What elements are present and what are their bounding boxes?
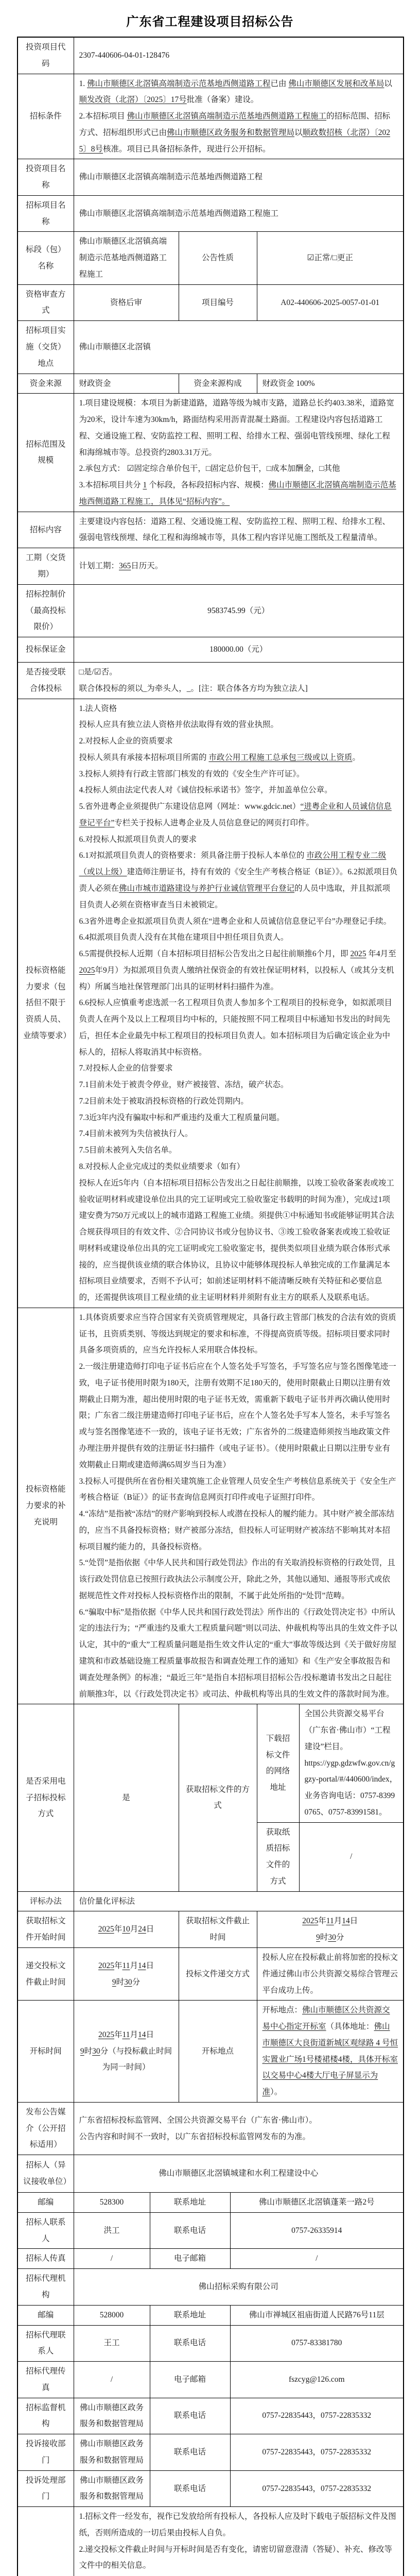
supervisor-phone-value: 0757-22835443，0757-22835332 [230, 2398, 404, 2434]
agency-zip-value: 528000 [74, 2305, 150, 2325]
investment-code-value: 2307-440606-04-01-128476 [74, 37, 404, 74]
tenderer-zip-label: 邮编 [18, 2193, 74, 2213]
announcement-media-value: 广东省招标投标监管网、全国公共资源交易平台（广东省·佛山市）。 公告内容和时间不一致时，以广东省招标投标监管网发布的为准。 [74, 2102, 404, 2155]
tender-scope-label: 招标范围及规模 [18, 394, 74, 512]
electronic-tender-value: 是 [74, 1704, 179, 1891]
investment-project-name-value: 佛山市顺德区北滘镇高端制造示范基地西侧道路工程 [74, 159, 404, 196]
row-section-name [18, 232, 404, 284]
tenderer-address-value: 佛山市顺德区北滘镇蓬莱一路2号 [230, 2193, 404, 2213]
qualification-supplement-value: 1.具体资质要求应当符合国家有关资质管理规定，具备行政主管部门核发的合法有效的资质证书，且资质类别、等级达到规定的要求和标准，不得提高资质等级。招标项目要求同时具备多项资质的，应当允许投标人采用联合体投标。 2.一级注册建造师打印电子证书后应在个人签名处手写签名，手写签名应与签名图像笔迹一致，电子证书使用时限为180天，注册有效期不足180天的，使用时限截止日期以注册有效期截止日期为准，超出使用时限的电子证书无效，需重新下载电子证书并再次确认使用时限；广东省二级注册建造师打印电子证书后，应在个人签名处手写本人签名，未手写签名或与签名图像笔迹不一致的，该电子证书无效；广东省外的二级建造师须按当地政策文件办理注册并提供有效的注册证书扫描件（或电子证书）。（使用时限截止日期以注册专业有效期截止日期或建造师满65周岁当日为准） 3.投标人可提供所在省份相关建筑施工企业管理人员安全生产考核信息系统关于《安全生产考核合格证（B证）》的证书查询信息网页打印件或电子证照打印件。 4.“冻结”是指被“冻结”的财产影响到投标人或潜在投标人的履约能力。其中财产被全部冻结的，应当不具备投标资格；财产被部分冻结，但投标人可证明财产被冻结不影响其对本招标项目履约能力的，具备投标资格。 5.“处罚”是指依据《中华人民共和国行政处罚法》作出的有关取消投标资格的行政处罚，且该行政处罚信息已按照行政执法公示制度公开，除此之外，其他以通知、通报等形式或依据规范性文件对投标人投标资格作出的限制，不属于此处所指的“处罚”范畴。 6.“骗取中标”是指依据《中华人民共和国行政处罚法》所作出的《行政处罚决定书》中所认定的违法行为；“严重违约及重大工程质量问题”则以司法、仲裁机构等出具的生效文件予以认定，其中的“重大”工程质量问题是指生效文件认定的“重大”事故等级达到《关于做好房屋建筑和市政基础设施工程质量事故报告和调查处理工作的通知》和《生产安全事故报告和调查处理条例》的标准；“最近三年”是指自本招标项目招标公告/投标邀请书发出之日起往前顺推3年，以《行政处罚决定书》或司法、仲裁机构等出具的生效文件的落款时间为准。 [74, 1308, 404, 1704]
bid-submission-method-label: 投标文件递交方式 [179, 1947, 257, 2000]
row-tenderer-contact [18, 2212, 404, 2249]
announcement-media-label: 发布公告媒介（公开招标适用） [18, 2102, 74, 2155]
row-bid-submission [18, 1947, 404, 2000]
agency-address-value: 佛山市禅城区祖庙街道人民路76号11层 [230, 2305, 404, 2325]
row-delivery-place [18, 321, 404, 374]
tender-content-label: 招标内容 [18, 512, 74, 548]
tenderer-zip-value: 528300 [74, 2193, 150, 2213]
row-bid-opening [18, 2001, 404, 2103]
price-ceiling-value: 9583745.99（元） [74, 584, 404, 637]
tenderer-contact-value: 洪工 [74, 2212, 150, 2249]
row-bid-deposit [18, 637, 404, 663]
complaint-handling-phone-value: 0757-22835443，0757-22835332 [230, 2470, 404, 2507]
investment-project-name-label: 投资项目名称 [18, 159, 74, 196]
fund-source-label: 资金来源 [18, 374, 74, 394]
tender-conditions-value: 1. 佛山市顺德区北滘镇高端制造示范基地西侧道路工程已由 佛山市顺德区发展和改革局以顺发改资（北滘）〔2025〕17号批准（备案）建设。 2.本招标项目 佛山市顺德区北滘镇高端制造示范基地西侧道路工程施工的招标范围、招标方式、招标组织形式已由佛山市顺德区政务服务和数据管理局以顺政数招核（北滘）〔2025〕8号核准。项目已具备招标条件，现进行公开招标。 [74, 74, 404, 159]
row-tenderer-zip [18, 2193, 404, 2213]
notice-nature-value: ☑正常/□更正 [257, 232, 404, 284]
agency-phone-value: 0757-83381780 [230, 2325, 404, 2362]
agency-fax-value: / [74, 2362, 150, 2398]
row-complaint-receiving [18, 2434, 404, 2471]
bid-submission-method-value: 投标人应在投标截止前将加密的投标文件通过佛山市公共资源交易综合管理云平台成功上传。 [257, 1947, 404, 2000]
paper-document-label: 获取纸质招标文件的方式 [257, 1822, 299, 1891]
price-ceiling-label: 招标控制价（最高投标限价） [18, 584, 74, 637]
complaint-handling-label: 投诉处理部门 [18, 2470, 74, 2507]
row-tenderer-fax [18, 2249, 404, 2269]
qualification-requirements-value: 1.法人资格 投标人应具有独立法人资格并依法取得有效的营业执照。 2.对投标人企业的资质要求 投标人须具有承接本招标项目所需的 市政公用工程施工总承包三级或以上资质。 3.投标人须持有行政主管部门核发的有效的《安全生产许可证》。 4.投标人须由法定代表人对《诚信投标承诺书》签字，并加盖单位公章。 5.省外进粤企业须提供广东建设信息网（网址：www.gdcic.net）“进粤企业和人员诚信信息登记平台”专栏关于投标人进粤企业及人员信息登记的网页打印件。 6.对投标人拟派项目负责人的要求 6.1对拟派项目负责人的资格要求：须具备注册于投标人本单位的 市政公用工程专业二级（或以上级）建造师注册证书，持有有效的《安全生产考核合格证（B证）》。6.2拟派项目负责人必须在佛山市城市道路建设与养护行业诚信管理平台登记的人员中选取，并且拟派项目负责人必须在资格审查当日未被锁定。 6.3省外进粤企业拟派项目负责人须在“进粤企业和人员诚信信息登记平台”办理登记手续。 6.4拟派项目负责人没有在其他在建项目中担任项目负责人。 6.5需提供投标人近期（自本招标项目招标公告发出之日起往前顺推6个月，即 2025 年4月至 2025年9月）为拟派项目负责人缴纳社保资金的有效社保证明材料，以投标人（或其分支机构）所属当地社保管理部门出具的证明材料扫描件为准。 6.6投标人应慎重考虑选派一名工程项目负责人参加多个工程项目的投标竞争，如拟派项目负责人在两个及以上工程项目均中标的，只能按照不同工程项目中标通知书发出的时间先后，担任本企业最先中标工程项目的投标项目负责人。如本招标项目为后确定该企业为中标人的，招标人将取消其中标资格。 7.对投标人企业的信誉要求 7.1目前未处于被责令停业，财产被接管、冻结，破产状态。 7.2目前未处于被取消投标资格的行政处罚期内。 7.3近3年内没有骗取中标和严重违约及重大工程质量问题。 7.4目前未被列为失信被执行人。 7.5目前未被列入失信名单。 8.对投标人企业完成过的类似业绩要求（如有） 投标人在近5年内（自本招标项目招标公告发出之日起往前顺推，以竣工验收备案表或竣工验收证明材料或建设单位出具的完工证明或完工验收鉴定书载明的时间为准），完成过1项建安费为750万元或以上的城市道路工程施工业绩。须提供①中标通知书或能够证明其合法合规获得项目的有效文件、②合同协议书或分包协议书、③竣工验收备案表或竣工验收证明材料或建设单位出具的完工证明或完工验收鉴定书，提供类似项目业绩为联合体形式承接的，应当提供该业绩的联合体协议，且协议中能够体现投标人单独完成的工作量满足本招标项目业绩要求，否则不予认可；如前述证明材料不能清晰反映有关特征和必要信息的，还需提供该项目工程业绩的业主证明材料并须附有业主方的联系人及联系电话。 [74, 699, 404, 1308]
download-address-value: 全国公共资源交易平台（广东省·佛山市）“工程建设”栏目。 https://ygp.gdzwfw.gov.cn/ggzy-portal/#/440600/index，业务咨询电话：0757-83990765、0757-83991581。 [299, 1704, 404, 1822]
tender-content-value: 主要建设内容包括：道路工程、交通设施工程、安防监控工程、照明工程、给排水工程、强弱电管线预埋、绿化工程和海绵城市等，具体工程内容详见施工图纸及工程量清单。 [74, 512, 404, 548]
row-supervisor [18, 2398, 404, 2434]
row-other-contents [18, 2507, 404, 2576]
fund-source-value: 财政资金 [74, 374, 179, 394]
row-qualification-requirements [18, 699, 404, 1308]
project-number-label: 项目编号 [179, 284, 257, 321]
row-investment-code [18, 37, 404, 74]
other-contents-label [18, 2507, 74, 2576]
row-price-ceiling [18, 584, 404, 637]
tenderer-phone-value: 0757-26335914 [230, 2212, 404, 2249]
notice-nature-label: 公告性质 [179, 232, 257, 284]
tender-project-name-label: 招标项目名称 [18, 195, 74, 232]
qualification-review-label: 资格审查方式 [18, 284, 74, 321]
tenderer-address-label: 联系地址 [150, 2193, 230, 2213]
row-investment-project-name [18, 159, 404, 196]
tender-project-name-value: 佛山市顺德区北滘镇高端制造示范基地西侧道路工程施工 [74, 195, 404, 232]
supervisor-label: 招标监督机构 [18, 2398, 74, 2434]
agency-contact-label: 招标代理联系人 [18, 2325, 74, 2362]
download-address-label: 下载招标文件的网络地址 [257, 1704, 299, 1822]
supervisor-value: 佛山市顺德区政务服务和数据管理局 [74, 2398, 150, 2434]
document-obtain-start-value: 2025年10月24日 [74, 1911, 179, 1948]
complaint-handling-value: 佛山市顺德区政务服务和数据管理局 [74, 2470, 150, 2507]
row-announcement-media [18, 2102, 404, 2155]
page-title: 广东省工程建设项目招标公告 [126, 15, 294, 29]
bid-submission-deadline-value: 2025年11月14日 9时30分 [74, 1947, 179, 2000]
row-tender-scope [18, 394, 404, 512]
tenderer-value: 佛山市顺德区北滘镇城建和水利工程建设中心 [74, 2155, 404, 2193]
row-fund-source [18, 374, 404, 394]
paper-document-value: / [299, 1822, 404, 1891]
construction-period-label: 工期（交货期） [18, 548, 74, 585]
agency-email-value: fszcyg@126.com [230, 2362, 404, 2398]
bid-deposit-value: 180000.00（元） [74, 637, 404, 663]
evaluation-method-label: 评标办法 [18, 1891, 74, 1911]
section-name-label: 标段（包）名称 [18, 232, 74, 284]
agency-contact-value: 王工 [74, 2325, 150, 2362]
row-agency [18, 2269, 404, 2306]
complaint-handling-phone-label: 联系电话 [150, 2470, 230, 2507]
complaint-receiving-label: 投诉接收部门 [18, 2434, 74, 2471]
row-tender-conditions [18, 74, 404, 159]
consortium-bid-value: □是/☑否。 联合体投标的须以_为牵头人，_。[注：联合体各方均为独立法人] [74, 663, 404, 699]
bid-opening-place-value: 开标地点：佛山市顺德区公共资源交易中心指定开标室（具体地址：佛山市顺德区大良街道新城区观绿路 4 号恒实置业广场1号楼裙楼4楼，具体开标室以交易中心4楼大厅电子屏显示为准）。 [257, 2001, 404, 2103]
qualification-supplement-label: 投标资格能力要求的补充说明 [18, 1308, 74, 1704]
row-agency-zip [18, 2305, 404, 2325]
tender-conditions-label: 招标条件 [18, 74, 74, 159]
agency-zip-label: 邮编 [18, 2305, 74, 2325]
agency-value: 佛山招标采购有限公司 [74, 2269, 404, 2306]
row-tender-content [18, 512, 404, 548]
fund-composition-value: 财政资金 100% [257, 374, 404, 394]
bid-opening-place-label: 开标地点 [179, 2001, 257, 2103]
row-qualification-supplement [18, 1308, 404, 1704]
agency-email-label: 电子邮箱 [150, 2362, 230, 2398]
construction-period-value: 计划工期：365日历天。 [74, 548, 404, 585]
agency-fax-label: 招标代理传真 [18, 2362, 74, 2398]
document-obtain-end-label: 获取招标文件截止时间 [179, 1911, 257, 1948]
consortium-bid-label: 是否接受联合体投标 [18, 663, 74, 699]
tender-scope-value: 1.项目建设规模：本项目为新建道路，道路等级为城市支路，道路总长约403.38米，道路宽为20米，设计车速为30km/h，路面结构采用沥青混凝土路面。工程建设内容包括道路工程、交通设施工程、安防监控工程、照明工程、给排水工程、强弱电管线预埋、绿化工程和海绵城市等。总投资约2803.31万元。 2.承包方式： ☑固定综合单价包干，□固定总价包干，□成本加酬金，□其他 3.本招标项目共分 1 个标段，各标段招标内容、规模：佛山市顺德区北滘镇高端制造示范基地西侧道路工程施工，具体见“招标内容”。 [74, 394, 404, 512]
document-obtain-method-label: 获取招标文件的方式 [179, 1704, 257, 1891]
row-tender-project-name [18, 195, 404, 232]
document-obtain-end-value: 2025年11月14日 9时30分 [257, 1911, 404, 1948]
complaint-receiving-phone-value: 0757-22835443，0757-22835332 [230, 2434, 404, 2471]
row-qualification-review [18, 284, 404, 321]
row-tenderer [18, 2155, 404, 2193]
row-electronic-tender [18, 1704, 404, 1822]
tenderer-email-label: 电子邮箱 [150, 2249, 230, 2269]
row-consortium-bid [18, 663, 404, 699]
row-evaluation-method [18, 1891, 404, 1911]
tenderer-label: 招标人（异议接收单位） [18, 2155, 74, 2193]
section-name-value: 佛山市顺德区北滘镇高端制造示范基地西侧道路工程施工 [74, 232, 179, 284]
evaluation-method-value: 信价量化评标法 [74, 1891, 404, 1911]
bid-submission-deadline-label: 递交投标文件截止时间 [18, 1947, 74, 2000]
row-agency-contact [18, 2325, 404, 2362]
bid-opening-time-label: 开标时间 [18, 2001, 74, 2103]
agency-address-label: 联系地址 [150, 2305, 230, 2325]
electronic-tender-label: 是否采用电子招标投标方式 [18, 1704, 74, 1891]
tenderer-fax-label: 招标人传真 [18, 2249, 74, 2269]
fund-composition-label: 资金来源构成 [179, 374, 257, 394]
project-number-value: A02-440606-2025-0057-01-01 [257, 284, 404, 321]
delivery-place-label: 招标项目实施（交货）地点 [18, 321, 74, 374]
row-agency-fax [18, 2362, 404, 2398]
tenderer-email-value: / [230, 2249, 404, 2269]
complaint-receiving-phone-label: 联系电话 [150, 2434, 230, 2471]
announcement-table [17, 37, 404, 2576]
agency-label: 招标代理机构 [18, 2269, 74, 2306]
delivery-place-value: 佛山市顺德区北滘镇 [74, 321, 404, 374]
row-document-obtain-time [18, 1911, 404, 1948]
investment-code-label: 投资项目代码 [18, 37, 74, 74]
complaint-receiving-value: 佛山市顺德区政务服务和数据管理局 [74, 2434, 150, 2471]
agency-phone-label: 联系电话 [150, 2325, 230, 2362]
tenderer-fax-value: / [74, 2249, 150, 2269]
document-obtain-start-label: 获取招标文件开始时间 [18, 1911, 74, 1948]
qualification-requirements-label: 投标资格能力要求（包括但不限于资质人员、业绩等要求） [18, 699, 74, 1308]
qualification-review-value: 资格后审 [74, 284, 179, 321]
bid-deposit-label: 投标保证金 [18, 637, 74, 663]
other-contents-value: 1.招标文件一经发布，视作已发放给所有投标人，各投标人应及时下载电子版招标文件及图纸，否则所造成的一切后果由投标人自负。 2.递交投标文件截止时间与开标时间是否有变化，请密切留意澄清（答疑）、补充、修改等文件中的相关信息。 [74, 2507, 404, 2576]
supervisor-phone-label: 联系电话 [150, 2398, 230, 2434]
row-complaint-handling [18, 2470, 404, 2507]
bid-opening-time-value: 2025年11月14日 9时30分（与投标截止时间为同一时间） [74, 2001, 179, 2103]
row-construction-period [18, 548, 404, 585]
tenderer-contact-label: 招标人联系人 [18, 2212, 74, 2249]
tenderer-phone-label: 联系电话 [150, 2212, 230, 2249]
